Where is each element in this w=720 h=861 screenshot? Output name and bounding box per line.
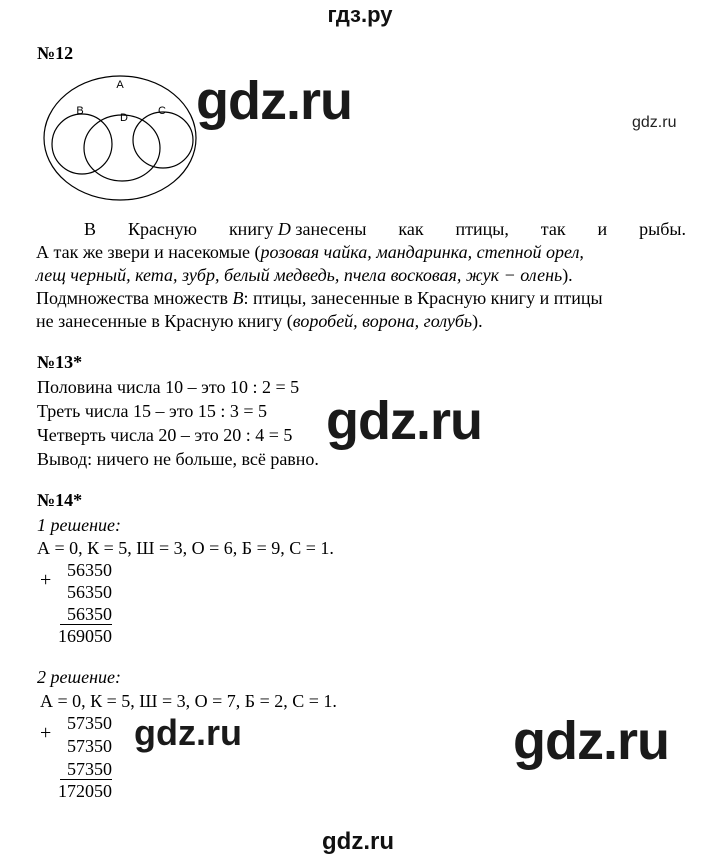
solution2-title: 2 решение:: [37, 667, 121, 687]
task13-line: Вывод: ничего не больше, всё равно.: [37, 449, 319, 469]
watermark-bottom-left: gdz.ru: [134, 712, 242, 753]
task12-line3: лещ черный, кета, зубр, белый медведь, пчела восковая, жук − олень).: [36, 265, 573, 285]
watermark-top-right: gdz.ru: [632, 114, 677, 131]
watermark-bottom-right: gdz.ru: [513, 711, 669, 771]
solution1-title: 1 решение:: [37, 515, 121, 535]
task12-line1: В Красную книгу D занесены как птицы, так и рыбы.: [84, 219, 686, 239]
task13-line: Четверть числа 20 – это 20 : 4 = 5: [37, 425, 293, 445]
set-c-circle: [133, 112, 193, 168]
site-title: гдз.ру: [327, 2, 393, 27]
task12-paragraph: [36, 218, 686, 333]
solution1-addend: 56350: [67, 604, 112, 624]
solution1-mapping: А = 0, К = 5, Ш = 3, О = 6, Б = 9, С = 1.: [37, 538, 334, 558]
task12-header: №12: [37, 43, 74, 63]
task13-line: Треть числа 15 – это 15 : 3 = 5: [37, 401, 268, 421]
venn-label-c: C: [158, 105, 166, 117]
solution1-sum: 169050: [58, 626, 112, 646]
task12-line4: Подмножества множеств B: птицы, занесенные в Красную книгу и птицы: [36, 288, 603, 308]
solution1-plus-sign: +: [40, 569, 52, 591]
venn-label-d: D: [120, 112, 128, 124]
watermark-middle: gdz.ru: [326, 391, 482, 451]
solution2-plus-sign: +: [40, 722, 52, 744]
venn-label-b: B: [76, 105, 84, 117]
solution2-sum-rule: [60, 779, 112, 780]
venn-diagram: [40, 68, 204, 204]
solution2-addend: 57350: [67, 736, 112, 756]
watermark-top: gdz.ru: [196, 71, 352, 131]
watermark-footer: gdz.ru: [322, 828, 394, 855]
task14-header: №14*: [37, 490, 83, 510]
solution1-addend: 56350: [67, 582, 112, 602]
solution2-addend: 57350: [67, 759, 112, 779]
task13-line: Половина числа 10 – это 10 : 2 = 5: [37, 377, 300, 397]
solution1-addend: 56350: [67, 560, 112, 580]
solution1-sum-rule: [60, 624, 112, 625]
solution2-mapping: А = 0, К = 5, Ш = 3, О = 7, Б = 2, С = 1.: [40, 691, 337, 711]
task13-header: №13*: [37, 352, 83, 372]
set-b-circle: [52, 114, 112, 174]
task12-line2: А так же звери и насекомые (розовая чайка, мандаринка, степной орел,: [36, 242, 584, 262]
solution2-sum: 172050: [58, 781, 112, 801]
venn-label-a: A: [116, 79, 124, 91]
solution2-addend: 57350: [67, 713, 112, 733]
set-d-circle: [84, 115, 160, 181]
task12-line5: не занесенные в Красную книгу (воробей, ворона, голубь).: [36, 311, 483, 331]
